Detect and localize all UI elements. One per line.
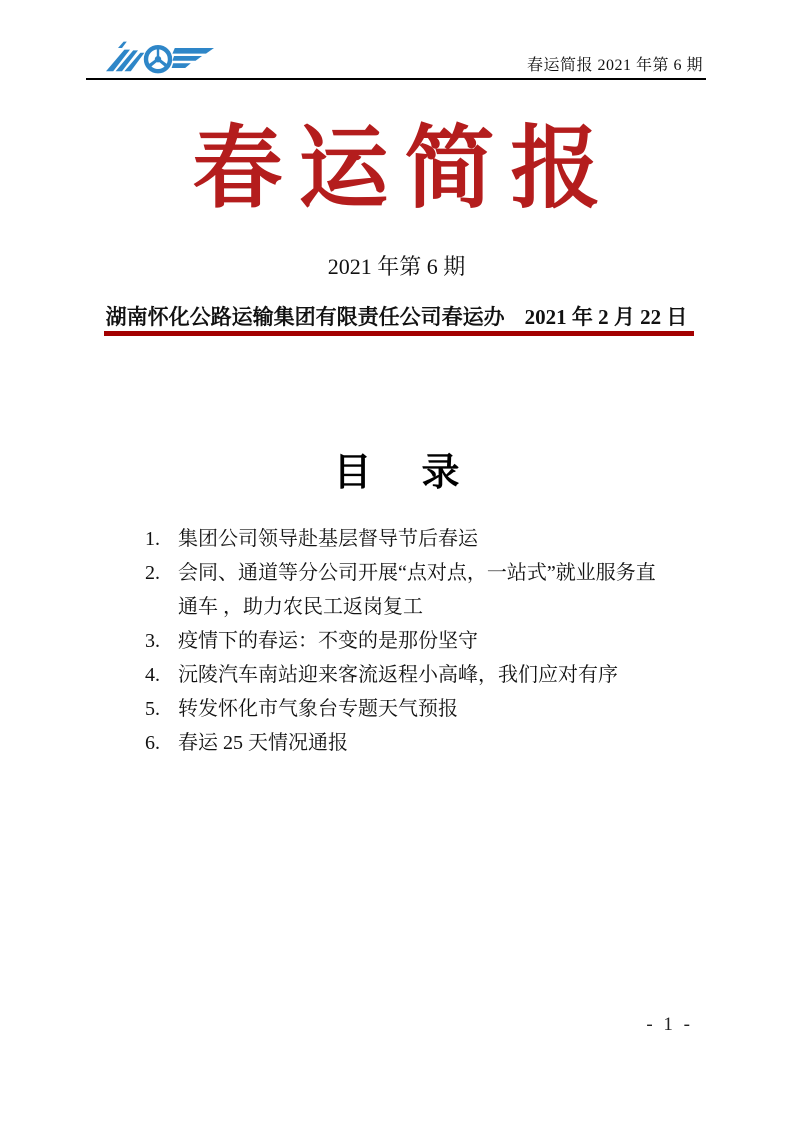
toc-item-text: 疫情下的春运：不变的是那份坚守 <box>178 630 478 652</box>
toc-item-text: 转发怀化市气象台专题天气预报 <box>178 698 458 720</box>
toc-item <box>145 658 673 692</box>
toc-item-text: 会同、通道等分公司开展“点对点，一站式”就业服务直通车 ，助力农民工返岗复工 <box>178 562 656 618</box>
toc-item-number: 2. <box>145 562 160 584</box>
toc-item-number: 3. <box>145 630 160 652</box>
issue-number-line: 2021 年第 6 期 <box>327 254 466 279</box>
masthead-title: 春运简报 <box>192 120 617 219</box>
toc-item <box>145 556 673 624</box>
header-issue-label: 春运简报 2021 年第 6 期 <box>526 57 703 74</box>
toc-list <box>145 522 673 760</box>
publisher-line <box>0 301 793 331</box>
toc-item <box>145 624 673 658</box>
publisher-name: 湖南怀化公路运输集团有限责任公司春运办 <box>105 305 505 329</box>
toc-item <box>145 522 673 556</box>
toc-item-number: 1. <box>145 528 160 550</box>
publish-date: 2021 年 2 月 22 日 <box>524 305 688 329</box>
page-number: - 1 - <box>646 1014 693 1035</box>
toc-item <box>145 692 673 726</box>
toc-item-number: 5. <box>145 698 160 720</box>
company-logo <box>106 36 214 78</box>
toc-item-text: 春运 25 天情况通报 <box>178 732 348 754</box>
toc-item-text: 沅陵汽车南站迎来客流返程小高峰，我们应对有序 <box>178 664 618 686</box>
red-divider <box>104 331 694 336</box>
header-divider <box>86 78 706 80</box>
toc-item <box>145 726 673 760</box>
toc-item-text: 集团公司领导赴基层督导节后春运 <box>178 528 478 550</box>
toc-item-number: 4. <box>145 664 160 686</box>
toc-item-number: 6. <box>145 732 160 754</box>
toc-heading: 目 录 <box>333 452 466 494</box>
